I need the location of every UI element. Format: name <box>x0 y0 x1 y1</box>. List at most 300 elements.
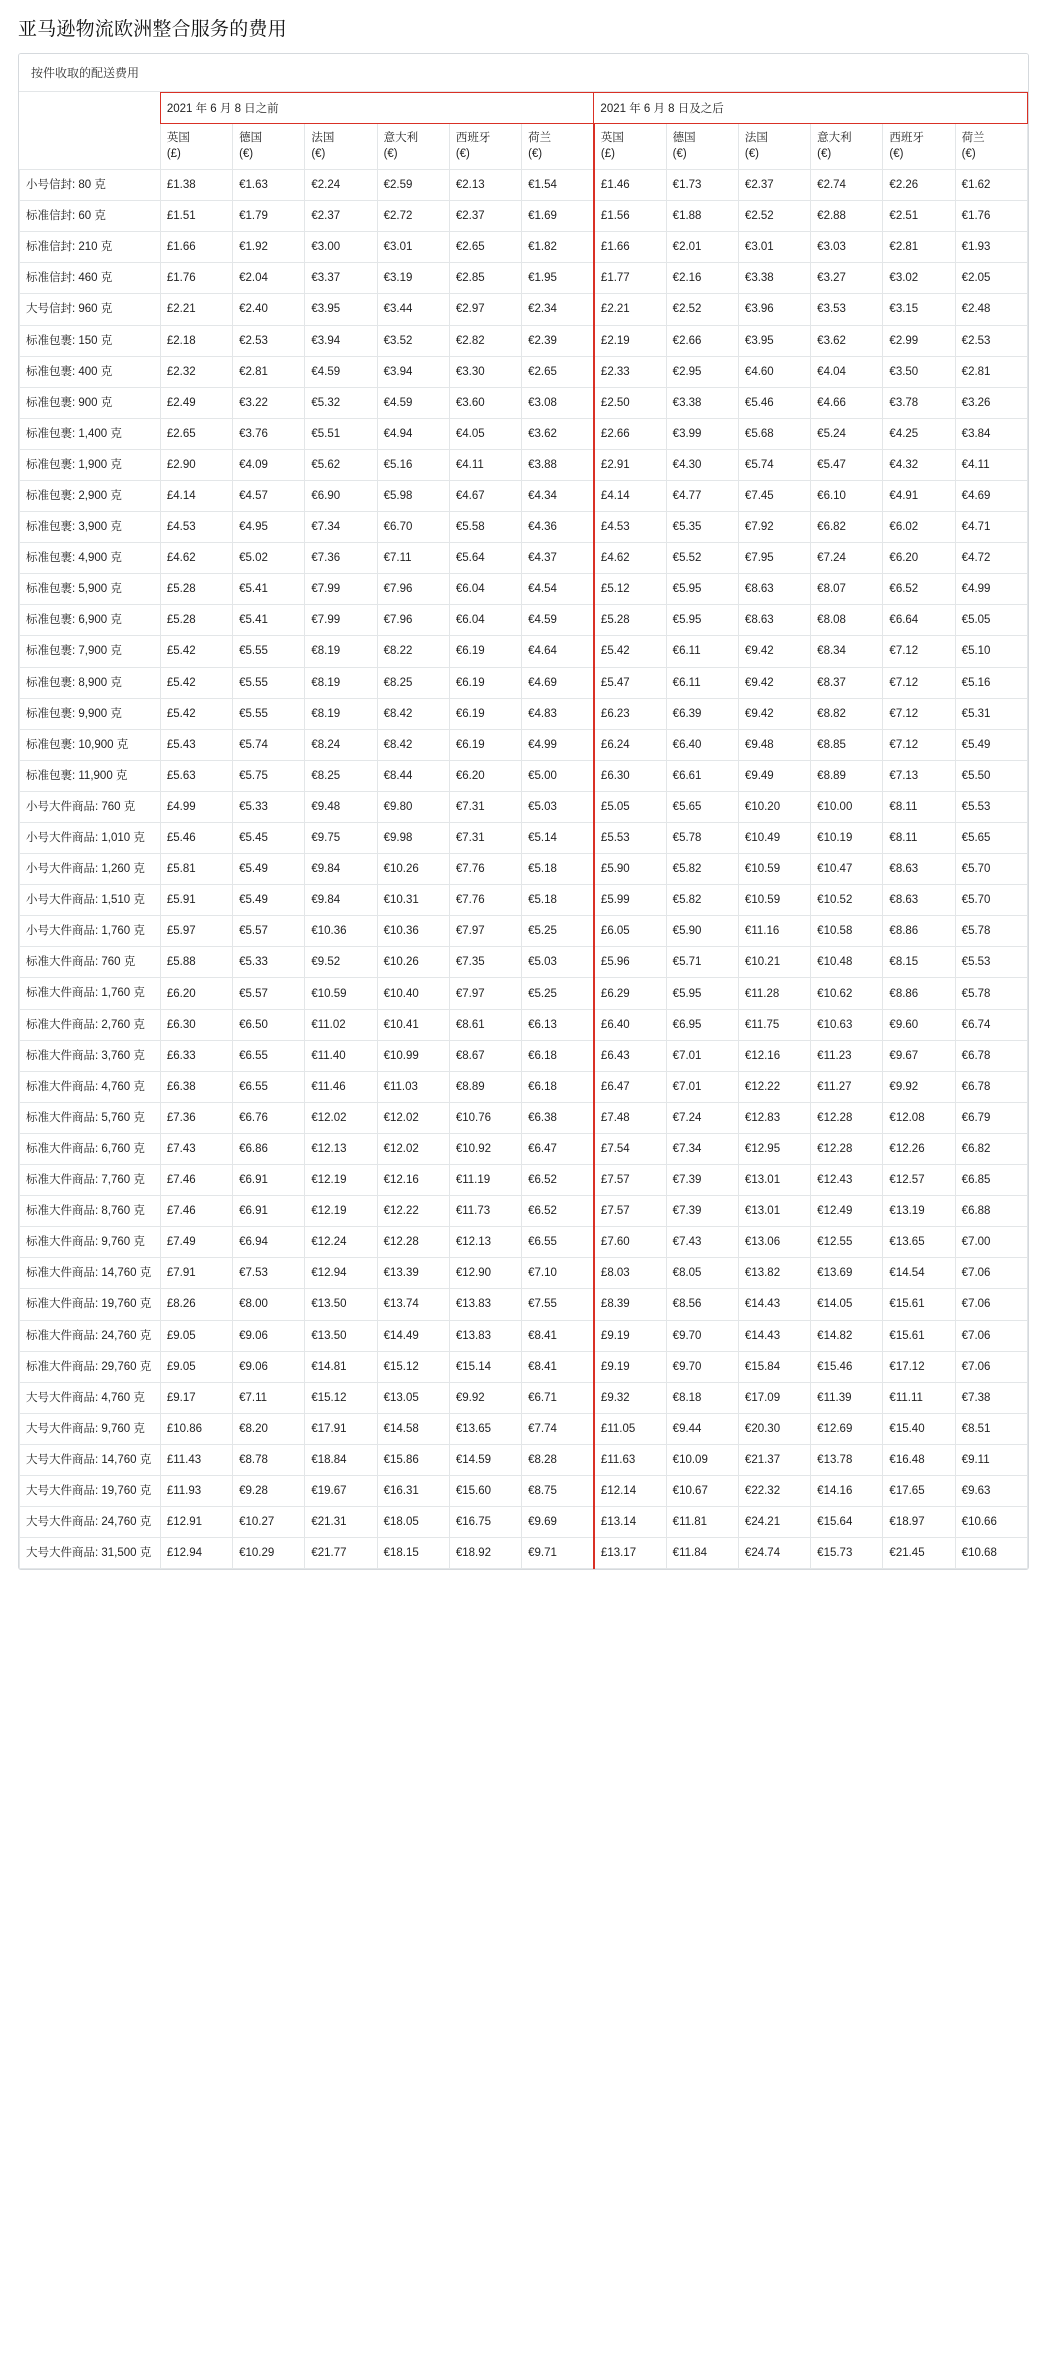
fee-cell: €2.65 <box>522 356 594 387</box>
column-header-country: 法国 <box>744 132 768 144</box>
fee-cell: €2.95 <box>666 356 738 387</box>
fee-cell: €18.15 <box>377 1538 449 1569</box>
fee-cell: €10.09 <box>666 1444 738 1475</box>
row-label: 大号大件商品: 19,760 克 <box>20 1475 161 1506</box>
fee-cell: €12.19 <box>305 1165 377 1196</box>
fee-cell: €18.92 <box>449 1538 521 1569</box>
fee-cell: €13.50 <box>305 1289 377 1320</box>
fee-cell: €12.08 <box>883 1102 955 1133</box>
row-label: 标准信封: 460 克 <box>20 263 161 294</box>
fee-cell: €6.19 <box>449 729 521 760</box>
table-row <box>20 1040 1028 1071</box>
fee-cell: €7.34 <box>305 512 377 543</box>
fee-cell: €8.42 <box>377 698 449 729</box>
table-row <box>20 854 1028 885</box>
fee-cell: €8.37 <box>811 667 883 698</box>
table-row <box>20 916 1028 947</box>
fee-cell: €5.49 <box>955 729 1027 760</box>
fee-cell: €8.19 <box>305 698 377 729</box>
fee-cell: €5.65 <box>955 823 1027 854</box>
fee-cell: £5.05 <box>594 791 666 822</box>
fee-cell: €9.63 <box>955 1475 1027 1506</box>
fee-cell: €2.05 <box>955 263 1027 294</box>
fee-cell: €4.59 <box>377 387 449 418</box>
fee-cell: €5.90 <box>666 916 738 947</box>
group-header-spacer <box>20 93 161 124</box>
fee-cell: €6.86 <box>233 1133 305 1164</box>
fee-cell: €17.65 <box>883 1475 955 1506</box>
fee-cell: €9.84 <box>305 854 377 885</box>
fee-cell: €7.45 <box>738 480 810 511</box>
fee-cell: €12.28 <box>811 1133 883 1164</box>
fee-cell: £2.32 <box>160 356 232 387</box>
fee-cell: €14.49 <box>377 1320 449 1351</box>
fee-cell: €9.84 <box>305 885 377 916</box>
fee-cell: €6.18 <box>522 1040 594 1071</box>
fee-cell: €7.06 <box>955 1289 1027 1320</box>
row-label: 标准包裹: 400 克 <box>20 356 161 387</box>
fee-cell: €5.31 <box>955 698 1027 729</box>
fee-cell: €11.81 <box>666 1507 738 1538</box>
fee-cell: €2.59 <box>377 170 449 201</box>
fee-cell: €2.65 <box>449 232 521 263</box>
fee-cell: €1.76 <box>955 201 1027 232</box>
fee-cell: €6.50 <box>233 1009 305 1040</box>
fee-cell: €4.11 <box>955 449 1027 480</box>
fee-cell: €4.36 <box>522 512 594 543</box>
fee-cell: €3.84 <box>955 418 1027 449</box>
fee-cell: €8.25 <box>377 667 449 698</box>
fee-cell: £6.38 <box>160 1071 232 1102</box>
table-row <box>20 1475 1028 1506</box>
column-header-currency: (€) <box>383 147 398 160</box>
fee-cell: €7.96 <box>377 574 449 605</box>
row-label: 标准包裹: 11,900 克 <box>20 760 161 791</box>
fee-cell: €2.81 <box>883 232 955 263</box>
fee-cell: €17.91 <box>305 1413 377 1444</box>
row-label: 大号大件商品: 24,760 克 <box>20 1507 161 1538</box>
fee-cell: €10.52 <box>811 885 883 916</box>
fee-cell: £5.47 <box>594 667 666 698</box>
fee-cell: €8.67 <box>449 1040 521 1071</box>
fee-cell: £6.47 <box>594 1071 666 1102</box>
fee-cell: £5.43 <box>160 729 232 760</box>
fee-cell: €11.11 <box>883 1382 955 1413</box>
fee-cell: €8.63 <box>883 854 955 885</box>
fee-cell: £5.53 <box>594 823 666 854</box>
fee-cell: €22.32 <box>738 1475 810 1506</box>
fee-cell: £4.14 <box>594 480 666 511</box>
fee-cell: €5.02 <box>233 543 305 574</box>
column-header-currency: (€) <box>889 147 904 160</box>
fee-cell: €6.70 <box>377 512 449 543</box>
table-row <box>20 1227 1028 1258</box>
row-label: 标准包裹: 4,900 克 <box>20 543 161 574</box>
fee-cell: €11.02 <box>305 1009 377 1040</box>
fee-cell: €6.95 <box>666 1009 738 1040</box>
fee-cell: €15.40 <box>883 1413 955 1444</box>
fee-cell: £6.40 <box>594 1009 666 1040</box>
fee-cell: €11.03 <box>377 1071 449 1102</box>
fee-cell: £8.26 <box>160 1289 232 1320</box>
fee-cell: €6.74 <box>955 1009 1027 1040</box>
fee-cell: €4.67 <box>449 480 521 511</box>
fee-cell: €9.28 <box>233 1475 305 1506</box>
fee-cell: €5.25 <box>522 978 594 1009</box>
fee-cell: €3.53 <box>811 294 883 325</box>
table-row <box>20 698 1028 729</box>
fee-cell: £7.43 <box>160 1133 232 1164</box>
column-header-currency: (€) <box>528 147 543 160</box>
fee-cell: €4.71 <box>955 512 1027 543</box>
fee-cell: €5.70 <box>955 885 1027 916</box>
fee-cell: €9.98 <box>377 823 449 854</box>
column-header-before-3 <box>377 124 449 170</box>
fee-cell: £6.43 <box>594 1040 666 1071</box>
fee-cell: €10.59 <box>738 854 810 885</box>
fee-cell: €8.63 <box>738 574 810 605</box>
row-label: 标准大件商品: 1,760 克 <box>20 978 161 1009</box>
fee-cell: €5.95 <box>666 605 738 636</box>
fee-cell: €5.18 <box>522 854 594 885</box>
fee-cell: £7.48 <box>594 1102 666 1133</box>
fee-cell: €13.65 <box>883 1227 955 1258</box>
fee-cell: €13.06 <box>738 1227 810 1258</box>
fee-cell: €3.01 <box>738 232 810 263</box>
fee-cell: €10.99 <box>377 1040 449 1071</box>
fee-cell: €6.55 <box>233 1040 305 1071</box>
column-header-before-4 <box>449 124 521 170</box>
column-header-currency: (€) <box>961 147 976 160</box>
column-header-after-1 <box>666 124 738 170</box>
fee-cell: €12.22 <box>738 1071 810 1102</box>
fee-cell: €6.10 <box>811 480 883 511</box>
fee-cell: €10.59 <box>738 885 810 916</box>
fee-cell: €10.27 <box>233 1507 305 1538</box>
row-label: 大号大件商品: 4,760 克 <box>20 1382 161 1413</box>
fee-cell: €7.12 <box>883 729 955 760</box>
fee-cell: €1.93 <box>955 232 1027 263</box>
fee-cell: £9.05 <box>160 1351 232 1382</box>
fee-cell: €11.19 <box>449 1165 521 1196</box>
fee-cell: £10.86 <box>160 1413 232 1444</box>
fee-cell: €5.64 <box>449 543 521 574</box>
fee-cell: €13.82 <box>738 1258 810 1289</box>
fee-cell: €8.24 <box>305 729 377 760</box>
fee-cell: €2.52 <box>738 201 810 232</box>
fee-cell: €7.06 <box>955 1351 1027 1382</box>
fee-cell: €15.86 <box>377 1444 449 1475</box>
fee-cell: €10.48 <box>811 947 883 978</box>
fee-cell: €2.72 <box>377 201 449 232</box>
fee-cell: €7.55 <box>522 1289 594 1320</box>
row-label: 标准大件商品: 4,760 克 <box>20 1071 161 1102</box>
fee-cell: £2.21 <box>594 294 666 325</box>
fee-cell: €21.77 <box>305 1538 377 1569</box>
table-row <box>20 947 1028 978</box>
fee-cell: €13.19 <box>883 1196 955 1227</box>
fee-cell: €10.31 <box>377 885 449 916</box>
fee-cell: €1.79 <box>233 201 305 232</box>
column-header-currency: (€) <box>744 147 759 160</box>
fee-cell: €5.57 <box>233 978 305 1009</box>
fee-cell: £5.96 <box>594 947 666 978</box>
fee-cell: €15.73 <box>811 1538 883 1569</box>
fee-cell: £2.18 <box>160 325 232 356</box>
table-row <box>20 1196 1028 1227</box>
fee-cell: £9.17 <box>160 1382 232 1413</box>
fee-cell: €2.16 <box>666 263 738 294</box>
fee-cell: €9.70 <box>666 1320 738 1351</box>
fee-cell: €3.38 <box>738 263 810 294</box>
table-row <box>20 325 1028 356</box>
fee-cell: €3.62 <box>811 325 883 356</box>
fee-cell: £4.53 <box>594 512 666 543</box>
fee-cell: £5.42 <box>594 636 666 667</box>
fee-cell: €4.95 <box>233 512 305 543</box>
fee-cell: €5.14 <box>522 823 594 854</box>
fee-cell: €13.83 <box>449 1289 521 1320</box>
fee-cell: £2.65 <box>160 418 232 449</box>
fee-cell: €14.43 <box>738 1320 810 1351</box>
fee-cell: €2.82 <box>449 325 521 356</box>
fee-cell: £5.97 <box>160 916 232 947</box>
fee-cell: £6.30 <box>160 1009 232 1040</box>
fee-cell: £4.62 <box>594 543 666 574</box>
row-label: 标准大件商品: 760 克 <box>20 947 161 978</box>
fee-cell: €6.19 <box>449 698 521 729</box>
table-row <box>20 1444 1028 1475</box>
fee-cell: €5.78 <box>666 823 738 854</box>
fee-cell: €6.90 <box>305 480 377 511</box>
fee-cell: €5.53 <box>955 947 1027 978</box>
table-row <box>20 1507 1028 1538</box>
fee-cell: €5.32 <box>305 387 377 418</box>
fee-cell: €2.24 <box>305 170 377 201</box>
fee-cell: €7.74 <box>522 1413 594 1444</box>
row-label: 标准包裹: 1,900 克 <box>20 449 161 480</box>
fee-cell: £5.81 <box>160 854 232 885</box>
table-row <box>20 201 1028 232</box>
fee-cell: €3.96 <box>738 294 810 325</box>
row-label: 大号大件商品: 9,760 克 <box>20 1413 161 1444</box>
fee-cell: €5.68 <box>738 418 810 449</box>
fee-cell: €8.44 <box>377 760 449 791</box>
fee-cell: €3.37 <box>305 263 377 294</box>
fee-cell: €5.03 <box>522 947 594 978</box>
fee-cell: £9.19 <box>594 1351 666 1382</box>
fee-cell: £5.42 <box>160 636 232 667</box>
fee-cell: €6.13 <box>522 1009 594 1040</box>
fee-cell: £2.66 <box>594 418 666 449</box>
fee-cell: €4.99 <box>955 574 1027 605</box>
row-label: 标准信封: 60 克 <box>20 201 161 232</box>
fee-cell: €6.82 <box>955 1133 1027 1164</box>
fee-cell: €1.63 <box>233 170 305 201</box>
column-header-after-3 <box>811 124 883 170</box>
fee-cell: €8.41 <box>522 1320 594 1351</box>
fee-cell: €5.78 <box>955 978 1027 1009</box>
table-body <box>20 170 1028 1569</box>
fee-cell: €3.95 <box>305 294 377 325</box>
fee-cell: €12.43 <box>811 1165 883 1196</box>
fee-cell: €7.38 <box>955 1382 1027 1413</box>
fee-cell: €10.68 <box>955 1538 1027 1569</box>
column-header-before-1 <box>233 124 305 170</box>
fee-cell: €3.50 <box>883 356 955 387</box>
fee-cell: €16.48 <box>883 1444 955 1475</box>
column-header-before-2 <box>305 124 377 170</box>
fee-cell: £12.94 <box>160 1538 232 1569</box>
fee-cell: €9.52 <box>305 947 377 978</box>
row-label: 标准大件商品: 14,760 克 <box>20 1258 161 1289</box>
fee-cell: €5.82 <box>666 854 738 885</box>
column-header-currency: (€) <box>239 147 254 160</box>
fee-cell: €2.37 <box>449 201 521 232</box>
column-header-country: 西班牙 <box>455 132 491 144</box>
fee-cell: €3.01 <box>377 232 449 263</box>
fee-cell: £2.50 <box>594 387 666 418</box>
fee-cell: £5.46 <box>160 823 232 854</box>
row-label: 标准包裹: 5,900 克 <box>20 574 161 605</box>
fee-cell: €12.13 <box>449 1227 521 1258</box>
fee-cell: €12.16 <box>738 1040 810 1071</box>
fee-cell: €12.90 <box>449 1258 521 1289</box>
fee-cell: €9.42 <box>738 667 810 698</box>
fee-cell: €5.75 <box>233 760 305 791</box>
fee-cell: €5.57 <box>233 916 305 947</box>
fee-cell: €4.04 <box>811 356 883 387</box>
fee-cell: €6.52 <box>522 1165 594 1196</box>
fee-cell: €7.34 <box>666 1133 738 1164</box>
fee-cell: €20.30 <box>738 1413 810 1444</box>
fee-cell: €2.37 <box>305 201 377 232</box>
fee-cell: €6.71 <box>522 1382 594 1413</box>
fee-cell: €5.18 <box>522 885 594 916</box>
fee-cell: €17.09 <box>738 1382 810 1413</box>
table-row <box>20 574 1028 605</box>
fee-cell: €8.18 <box>666 1382 738 1413</box>
fee-cell: €10.19 <box>811 823 883 854</box>
fee-cell: €3.27 <box>811 263 883 294</box>
page-title: 亚马逊物流欧洲整合服务的费用 <box>18 19 287 40</box>
row-label: 大号信封: 960 克 <box>20 294 161 325</box>
fee-cell: £5.99 <box>594 885 666 916</box>
fee-cell: €9.48 <box>305 791 377 822</box>
row-label: 标准大件商品: 7,760 克 <box>20 1165 161 1196</box>
fee-cell: €9.67 <box>883 1040 955 1071</box>
table-row <box>20 543 1028 574</box>
fee-cell: €8.89 <box>449 1071 521 1102</box>
fee-cell: €5.10 <box>955 636 1027 667</box>
fee-cell: €10.26 <box>377 854 449 885</box>
fee-cell: €7.95 <box>738 543 810 574</box>
fee-cell: €5.16 <box>955 667 1027 698</box>
column-header-currency: (€) <box>311 147 326 160</box>
fee-cell: €7.36 <box>305 543 377 574</box>
fee-cell: €8.19 <box>305 636 377 667</box>
fee-cell: €2.53 <box>233 325 305 356</box>
fee-cell: €6.64 <box>883 605 955 636</box>
fee-cell: €10.29 <box>233 1538 305 1569</box>
fee-cell: €1.73 <box>666 170 738 201</box>
fee-cell: €5.47 <box>811 449 883 480</box>
fee-cell: €6.52 <box>522 1196 594 1227</box>
fee-cell: €11.27 <box>811 1071 883 1102</box>
fee-cell: €5.55 <box>233 698 305 729</box>
fee-cell: €8.63 <box>883 885 955 916</box>
fee-cell: €3.44 <box>377 294 449 325</box>
fee-cell: €5.58 <box>449 512 521 543</box>
table-row <box>20 480 1028 511</box>
fee-cell: €5.03 <box>522 791 594 822</box>
fee-cell: €7.31 <box>449 791 521 822</box>
fee-cell: €7.31 <box>449 823 521 854</box>
fee-cell: €4.09 <box>233 449 305 480</box>
fee-cell: €11.39 <box>811 1382 883 1413</box>
column-header-currency: (€) <box>817 147 832 160</box>
fee-cell: €13.50 <box>305 1320 377 1351</box>
fee-cell: €10.67 <box>666 1475 738 1506</box>
fee-cell: €7.96 <box>377 605 449 636</box>
fee-cell: £5.63 <box>160 760 232 791</box>
fee-cell: €6.91 <box>233 1196 305 1227</box>
fee-cell: €9.49 <box>738 760 810 791</box>
fee-cell: €3.02 <box>883 263 955 294</box>
fee-cell: €7.35 <box>449 947 521 978</box>
fee-table <box>19 92 1028 1569</box>
fee-cell: €3.26 <box>955 387 1027 418</box>
fee-cell: €13.74 <box>377 1289 449 1320</box>
fee-cell: €3.94 <box>377 356 449 387</box>
fee-cell: €21.31 <box>305 1507 377 1538</box>
table-row <box>20 1009 1028 1040</box>
fee-cell: €4.34 <box>522 480 594 511</box>
fee-cell: €7.24 <box>811 543 883 574</box>
fee-cell: £5.88 <box>160 947 232 978</box>
table-row <box>20 1413 1028 1444</box>
fee-cell: £5.42 <box>160 698 232 729</box>
column-header-currency: (€) <box>672 147 687 160</box>
table-row <box>20 1133 1028 1164</box>
fee-cell: €12.24 <box>305 1227 377 1258</box>
fee-cell: €9.42 <box>738 698 810 729</box>
column-header-after-5 <box>955 124 1027 170</box>
fee-cell: €16.75 <box>449 1507 521 1538</box>
fee-cell: €3.38 <box>666 387 738 418</box>
fee-cell: £1.77 <box>594 263 666 294</box>
fee-cell: €12.19 <box>305 1196 377 1227</box>
fee-cell: €8.56 <box>666 1289 738 1320</box>
fee-cell: £8.03 <box>594 1258 666 1289</box>
fee-cell: €1.82 <box>522 232 594 263</box>
fee-cell: €2.26 <box>883 170 955 201</box>
fee-cell: €14.59 <box>449 1444 521 1475</box>
fee-cell: €5.05 <box>955 605 1027 636</box>
fee-cell: £5.42 <box>160 667 232 698</box>
fee-cell: €5.33 <box>233 791 305 822</box>
fee-cell: £7.60 <box>594 1227 666 1258</box>
fee-cell: €5.46 <box>738 387 810 418</box>
fee-cell: €15.61 <box>883 1289 955 1320</box>
fee-cell: £7.57 <box>594 1165 666 1196</box>
fee-cell: €5.41 <box>233 605 305 636</box>
fee-cell: €8.22 <box>377 636 449 667</box>
row-label: 标准大件商品: 24,760 克 <box>20 1320 161 1351</box>
fee-cell: €7.10 <box>522 1258 594 1289</box>
fee-cell: €5.52 <box>666 543 738 574</box>
fee-cell: €8.25 <box>305 760 377 791</box>
